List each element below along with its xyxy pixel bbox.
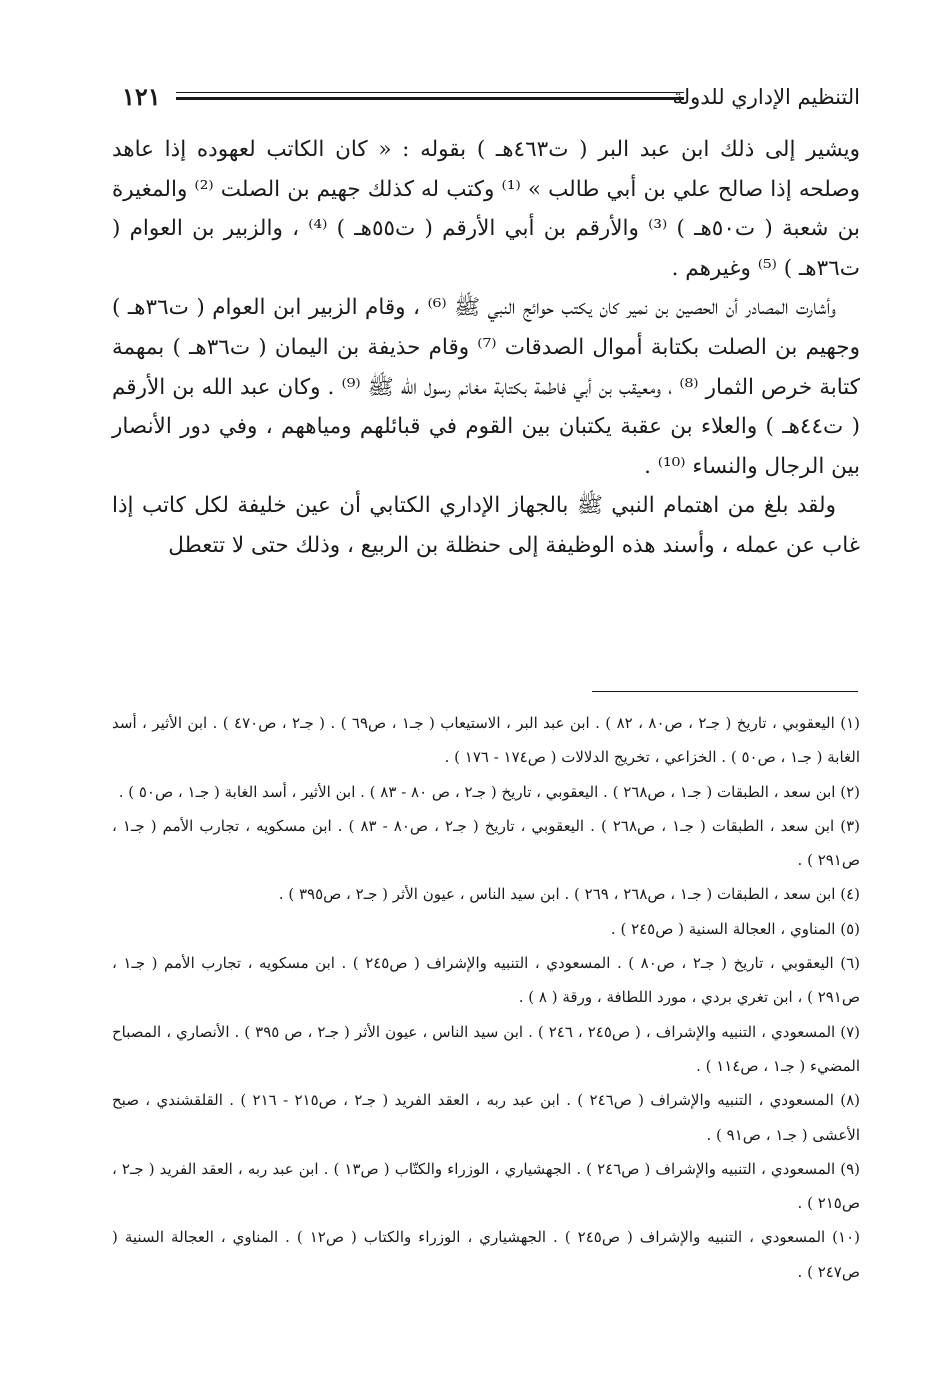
footnote: (٩) المسعودي ، التنبيه والإشراف ( ص٢٤٦ ) . الجهشياري ، الوزراء والكتّاب ( ص١٣ ) . ابن عبد ربه ، العقد الفريد ( جـ٢ ، ص٢١٥ ) . [112,1159,860,1213]
main-text [112,130,860,566]
footnote: (٢) ابن سعد ، الطبقات ( جـ١ ، ص٢٦٨ ) . اليعقوبي ، تاريخ ( جـ٢ ، ص ٨٠ - ٨٣ ) . ابن الأثير ، أسد الغابة ( جـ١ ، ص٥٠ ) . [118,782,860,801]
paragraph: وأشارت المصادر أن الحصين بن نمير كان يكتب حوائج النبي ﷺ ⁽⁶⁾ ، وقام الزبير ابن العوام ( ت٣٦هـ ) وجهيم بن الصلت بكتابة أموال الصدقات ⁽⁷⁾ وقام حذيفة بن اليمان ( ت٣٦هـ ) بمهمة كتابة خرص الثمار ⁽⁸⁾ ، ومعيقب بن أبي فاطمة بكتابة مغانم رسول الله ﷺ ⁽⁹⁾ . وكان عبد الله بن الأرقم ( ت٤٤هـ ) والعلاء بن عقبة يكتبان بين القوم في قبائلهم ومياههم ، وفي دور الأنصار بين الرجال والنساء ⁽¹⁰⁾ . [112,295,861,479]
footnote: (٤) ابن سعد ، الطبقات ( جـ١ ، ص٢٦٨ ، ٢٦٩ ) . ابن سيد الناس ، عيون الأثر ( جـ٢ ، ص٣٩٥ ) . [278,885,860,904]
footnote: (٣) ابن سعد ، الطبقات ( جـ١ ، ص٢٦٨ ) . اليعقوبي ، تاريخ ( جـ٢ ، ص٨٠ - ٨٣ ) . ابن مسكويه ، تجارب الأمم ( جـ١ ، ص٢٩١ ) . [112,816,861,870]
running-header [108,80,860,114]
paragraph: ولقد بلغ من اهتمام النبي ﷺ بالجهاز الإداري الكتابي أن عين خليفة لكل كاتب إذا غاب عن عمله ، وأسند هذه الوظيفة إلى حنظلة بن الربيع ، وذلك حتى لا تتعطل [112,493,860,558]
paragraph: ويشير إلى ذلك ابن عبد البر ( ت٤٦٣هـ ) بقوله : « كان الكاتب لعهوده إذا عاهد وصلحه إذا صالح علي بن أبي طالب » ⁽¹⁾ وكتب له كذلك جهيم بن الصلت ⁽²⁾ والمغيرة بن شعبة ( ت٥٠هـ ) ⁽³⁾ والأرقم بن أبي الأرقم ( ت٥٥هـ ) ⁽⁴⁾ ، والزبير بن العوام ( ت٣٦هـ ) ⁽⁵⁾ وغيرهم . [112,137,860,281]
footnote: (٧) المسعودي ، التنبيه والإشراف ، ( ص٢٤٥ ، ٢٤٦ ) . ابن سيد الناس ، عيون الأثر ( جـ٢ ، ص ٣٩٥ ) . الأنصاري ، المصباح المضيء ( جـ١ ، ص١١٤ ) . [112,1022,861,1075]
running-title: التنظيم الإداري للدولة [672,85,860,109]
footnotes [112,706,860,1289]
footnote: (١٠) المسعودي ، التنبيه والإشراف ( ص٢٤٥ ) . الجهشياري ، الوزراء والكتاب ( ص١٢ ) . المناوي ، العجالة السنية ( ص٢٤٧ ) . [112,1228,860,1281]
footnote: (٦) اليعقوبي ، تاريخ ( جـ٢ ، ص٨٠ ) . المسعودي ، التنبيه والإشراف ( ص٢٤٥ ) . ابن مسكويه ، تجارب الأمم ( جـ١ ، ص٢٩١ ) ، ابن تغري بردي ، مورد اللطافة ، ورقة ( ٨ ) . [112,954,861,1007]
header-rule [176,92,684,93]
footnote: (١) اليعقوبي ، تاريخ ( جـ٢ ، ص٨٠ ، ٨٢ ) . ابن عبد البر ، الاستيعاب ( جـ١ ، ص٦٩ ) . ( جـ٢ ، ص٤٧٠ ) . ابن الأثير ، أسد الغابة ( جـ١ ، ص٥٠ ) . الخزاعي ، تخريج الدلالات ( ص١٧٤ - ١٧٦ ) . [112,714,860,767]
footnote-separator [592,691,858,692]
footnote: (٥) المناوي ، العجالة السنية ( ص٢٤٥ ) . [610,919,860,938]
header-rule-thick [176,97,684,100]
footnote: (٨) المسعودي ، التنبيه والإشراف ( ص٢٤٦ ) . ابن عبد ربه ، العقد الفريد ( جـ٢ ، ص٢١٥ - ٢١٦ ) . القلقشندي ، صبح الأعشى ( جـ١ ، ص٩١ ) . [112,1091,860,1144]
page-number: ١٢١ [122,82,161,111]
